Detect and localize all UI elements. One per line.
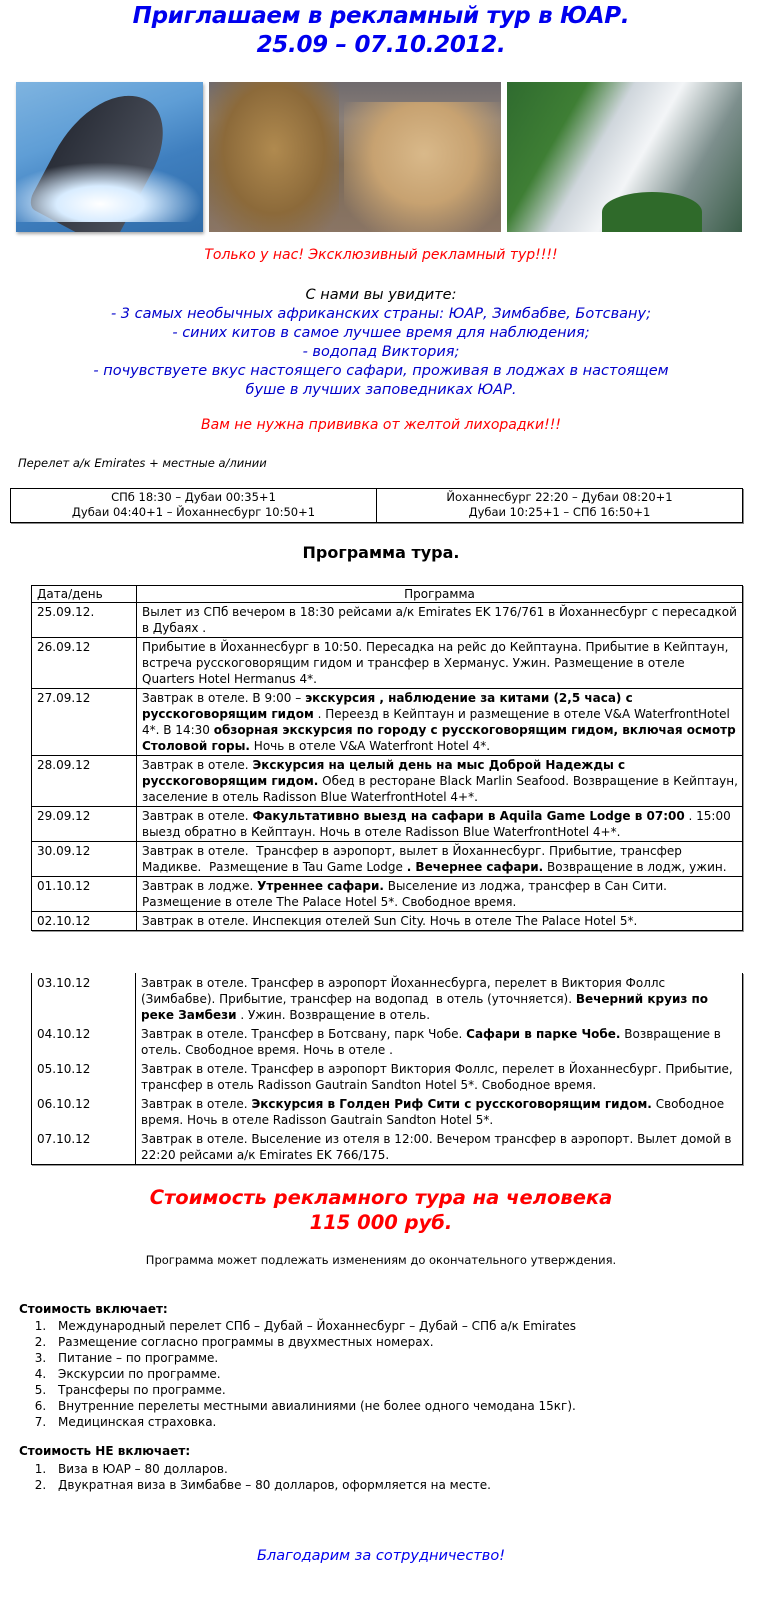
- excludes-heading: Стоимость НЕ включает:: [19, 1444, 191, 1458]
- list-item: 1. Международный перелет СПб – Дубай – Йоханнесбург – Дубай – СПб а/к Emirates: [50, 1318, 576, 1334]
- table-row: [32, 1024, 743, 1059]
- program-cell: Завтрак в лодже. Утреннее сафари. Выселение из лоджа, трансфер в Сан Сити. Размещение в отеле The Palace Hotel 5*. Свободное время.: [137, 877, 743, 912]
- list-item: 1. Виза в ЮАР – 80 долларов.: [50, 1461, 491, 1477]
- date-cell: 02.10.12: [32, 912, 137, 931]
- table-row: [32, 842, 743, 877]
- highlight-item: буше в лучших заповедниках ЮАР.: [245, 382, 517, 398]
- table-row: [32, 638, 743, 689]
- program-title: Программа тура.: [302, 543, 460, 562]
- table-row: [32, 973, 743, 1024]
- program-cell: Завтрак в отеле. Инспекция отелей Sun City. Ночь в отеле The Palace Hotel 5*.: [137, 912, 743, 931]
- date-cell: 05.10.12: [32, 1059, 136, 1094]
- date-cell: 01.10.12: [32, 877, 137, 912]
- highlights: [0, 286, 762, 400]
- program-cell: Завтрак в отеле. Факультативно выезд на сафари в Aquila Game Lodge в 07:00 . 15:00 выезд обратно в Кейптаун. Ночь в отеле Radisson Blue WaterfrontHotel 4+*.: [137, 807, 743, 842]
- list-item: 2. Двукратная виза в Зимбабве – 80 долларов, оформляется на месте.: [50, 1477, 491, 1493]
- program-cell: Завтрак в отеле. Экскурсия в Голден Риф Сити с русскоговорящим гидом. Свободное время. Ночь в отеле Radisson Gautrain Sandton Hotel 5*.: [136, 1094, 743, 1129]
- program-cell: Завтрак в отеле. Трансфер в Ботсвану, парк Чобе. Сафари в парке Чобе. Возвращение в отель. Свободное время. Ночь в отеле .: [136, 1024, 743, 1059]
- flight-leg: Дубаи 10:25+1 – СПб 16:50+1: [468, 505, 651, 519]
- program-table: [31, 585, 743, 931]
- waterfall-photo: [507, 82, 742, 232]
- excludes-list: [20, 1461, 491, 1493]
- program-cell: Завтрак в отеле. В 9:00 – экскурсия , наблюдение за китами (2,5 часа) с русскоговорящим гидом . Переезд в Кейптаун и размещение в отеле V&A WaterfrontHotel 4*. В 14:30 обзорная экскурсия по городу с русскоговорящим гидом, включая осмотр Столовой горы. Ночь в отеле V&A Waterfront Hotel 4*.: [137, 689, 743, 756]
- date-cell: 27.09.12: [32, 689, 137, 756]
- list-item: 2. Размещение согласно программы в двухместных номерах.: [50, 1334, 576, 1350]
- price-label: Стоимость рекламного тура на человека: [149, 1186, 613, 1209]
- column-header-date: Дата/день: [32, 586, 137, 603]
- table-row: [32, 877, 743, 912]
- vaccine-note: Вам не нужна прививка от желтой лихорадки!!!: [201, 417, 561, 433]
- flights-caption: Перелет а/к Emirates + местные а/линии: [18, 456, 267, 470]
- list-item: 7. Медицинская страховка.: [50, 1414, 576, 1430]
- price-block: [0, 1185, 762, 1235]
- program-cell: Завтрак в отеле. Экскурсия на целый день на мыс Доброй Надежды с русскоговорящим гидом. Обед в ресторане Black Marlin Seafood. Возвращение в Кейптаун, заселение в отель Radisson Blue WaterfrontHotel 4+*.: [137, 756, 743, 807]
- list-item: 4. Экскурсии по программе.: [50, 1366, 576, 1382]
- flight-leg: Дубаи 04:40+1 – Йоханнесбург 10:50+1: [71, 505, 316, 519]
- table-row: [32, 689, 743, 756]
- highlight-item: - почувствуете вкус настоящего сафари, проживая в лоджах в настоящем: [93, 363, 669, 379]
- table-row: [32, 1094, 743, 1129]
- table-row: [32, 1129, 743, 1165]
- date-cell: 29.09.12: [32, 807, 137, 842]
- page-title-dates: 25.09 – 07.10.2012.: [256, 32, 506, 58]
- program-cell: Завтрак в отеле. Выселение из отеля в 12:00. Вечером трансфер в аэропорт. Вылет домой в 22:20 рейсами а/к Emirates EK 766/175.: [136, 1129, 743, 1165]
- highlight-item: - синих китов в самое лучшее время для наблюдения;: [172, 325, 590, 341]
- date-cell: 03.10.12: [32, 973, 136, 1024]
- list-item: 5. Трансферы по программе.: [50, 1382, 576, 1398]
- lions-photo: [209, 82, 501, 232]
- table-row: [32, 807, 743, 842]
- includes-heading: Стоимость включает:: [19, 1302, 168, 1316]
- program-cell: Завтрак в отеле. Трансфер в аэропорт, вылет в Йоханнесбург. Прибытие, трансфер Мадикве. Размещение в Tau Game Lodge . Вечернее сафари. Возвращение в лодж, ужин.: [137, 842, 743, 877]
- page-title-line1: Приглашаем в рекламный тур в ЮАР.: [132, 3, 630, 29]
- program-cell: Вылет из СПб вечером в 18:30 рейсами а/к Emirates EK 176/761 в Йоханнесбург с пересадкой в Дубаях .: [137, 603, 743, 638]
- outbound-flights: [11, 489, 377, 523]
- date-cell: 25.09.12.: [32, 603, 137, 638]
- highlights-intro: С нами вы увидите:: [305, 287, 457, 303]
- exclusive-note: Только у нас! Эксклюзивный рекламный тур!!!!: [204, 247, 558, 263]
- date-cell: 30.09.12: [32, 842, 137, 877]
- highlight-item: - водопад Виктория;: [302, 344, 460, 360]
- list-item: 3. Питание – по программе.: [50, 1350, 576, 1366]
- disclaimer: Программа может подлежать изменениям до окончательного утверждения.: [145, 1253, 617, 1267]
- thanks-note: Благодарим за сотрудничество!: [256, 1548, 506, 1564]
- date-cell: 04.10.12: [32, 1024, 136, 1059]
- flight-leg: СПб 18:30 – Дубаи 00:35+1: [111, 490, 276, 504]
- list-item: 6. Внутренние перелеты местными авиалиниями (не более одного чемодана 15кг).: [50, 1398, 576, 1414]
- flight-leg: Йоханнесбург 22:20 – Дубаи 08:20+1: [446, 490, 673, 504]
- program-table-continued: [31, 973, 743, 1165]
- flights-table: [10, 488, 743, 523]
- date-cell: 07.10.12: [32, 1129, 136, 1165]
- page-title: [0, 2, 762, 60]
- whale-photo: [16, 82, 203, 232]
- column-header-program: Программа: [137, 586, 743, 603]
- date-cell: 26.09.12: [32, 638, 137, 689]
- return-flights: [377, 489, 743, 523]
- table-row: [32, 603, 743, 638]
- highlight-item: - 3 самых необычных африканских страны: ЮАР, Зимбабве, Ботсвану;: [110, 306, 652, 322]
- program-cell: Завтрак в отеле. Трансфер в аэропорт Йоханнесбурга, перелет в Виктория Фоллс (Зимбабве). Прибытие, трансфер на водопад в отель (уточняется). Вечерний круиз по реке Замбези . Ужин. Возвращение в отель.: [136, 973, 743, 1024]
- program-cell: Прибытие в Йоханнесбург в 10:50. Пересадка на рейс до Кейптауна. Прибытие в Кейптаун, встреча русскоговорящим гидом и трансфер в Херманус. Ужин. Размещение в отеле Quarters Hotel Hermanus 4*.: [137, 638, 743, 689]
- date-cell: 06.10.12: [32, 1094, 136, 1129]
- table-row: [32, 912, 743, 931]
- price-value: 115 000 руб.: [309, 1211, 453, 1234]
- program-cell: Завтрак в отеле. Трансфер в аэропорт Виктория Фоллс, перелет в Йоханнесбург. Прибытие, трансфер в отель Radisson Gautrain Sandton Hotel 5*. Свободное время.: [136, 1059, 743, 1094]
- table-row: [32, 756, 743, 807]
- includes-list: [20, 1318, 576, 1430]
- date-cell: 28.09.12: [32, 756, 137, 807]
- table-row: [32, 1059, 743, 1094]
